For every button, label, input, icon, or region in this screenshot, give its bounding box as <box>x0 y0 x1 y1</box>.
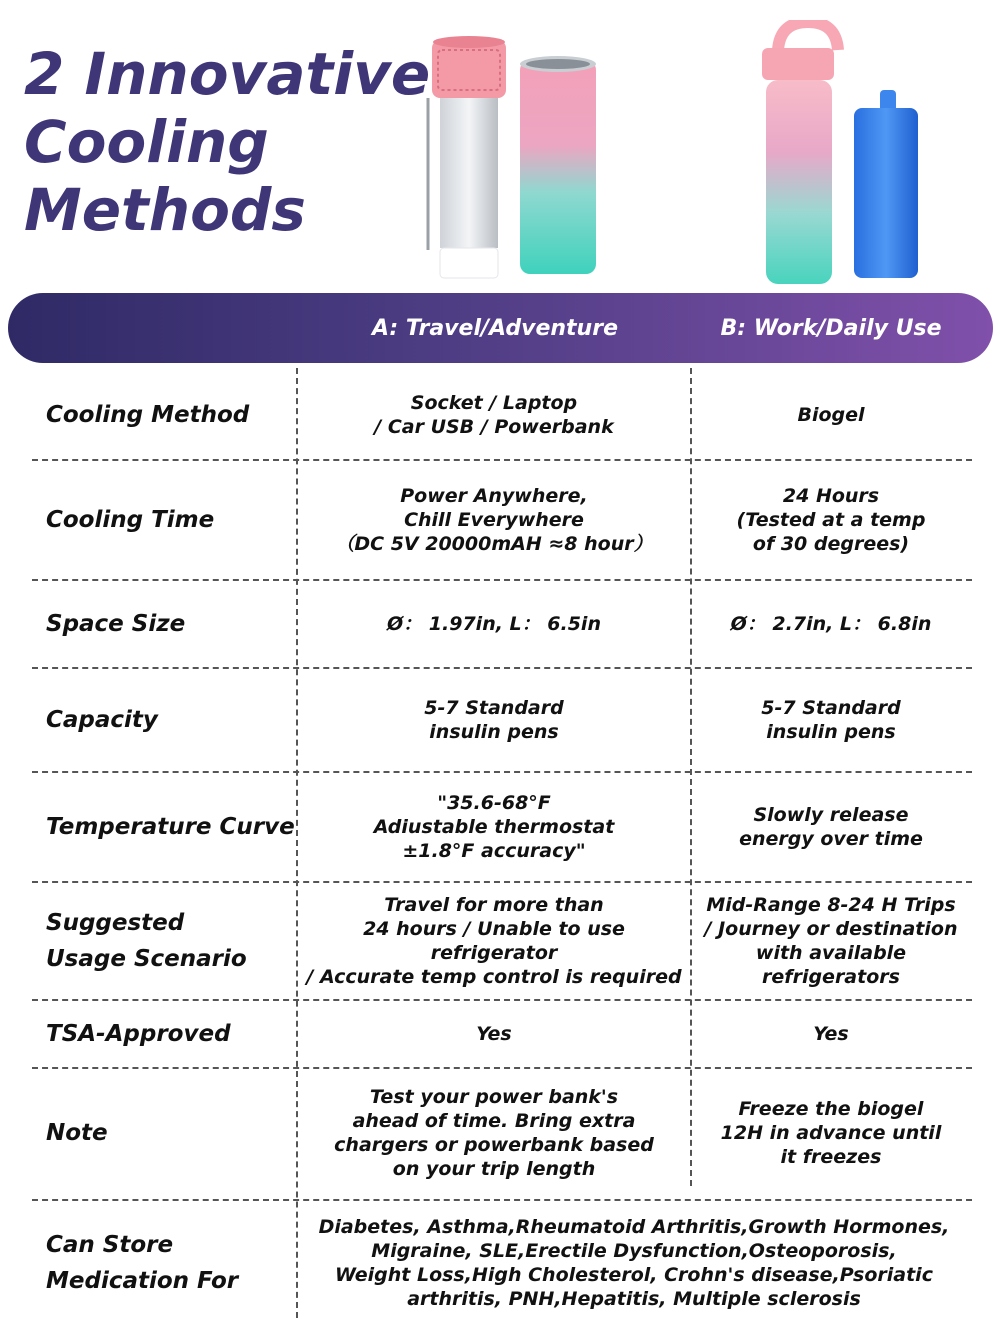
value-line: Weight Loss,High Cholesterol, Crohn's disease,Psoriatic <box>335 1263 933 1286</box>
row-divider <box>32 999 972 1001</box>
value-line: / Car USB / Powerbank <box>374 416 614 438</box>
label-line: Temperature Curve <box>46 814 295 840</box>
col-b-value <box>692 460 970 580</box>
col-a-value <box>298 460 690 580</box>
value-line: Travel for more than <box>384 894 604 916</box>
col-a-value <box>298 580 690 668</box>
row-divider <box>32 881 972 883</box>
row-divider <box>32 459 972 461</box>
value-line: chargers or powerbank based <box>334 1134 654 1156</box>
label-line: Cooling Time <box>46 507 215 533</box>
col-a-value <box>298 370 690 460</box>
value-line: arthritis, PNH,Hepatitis, Multiple sclerosis <box>407 1287 861 1310</box>
label-line: Medication For <box>46 1267 239 1294</box>
row-label <box>46 460 296 580</box>
value-line: on your trip length <box>392 1158 596 1180</box>
value-line: Test your power bank's <box>369 1086 619 1108</box>
value-line: Ø： 2.7in, L： 6.8in <box>730 613 932 635</box>
title-line-3: Methods <box>24 176 306 244</box>
bottle-case-image <box>520 56 596 274</box>
value-line: Ø： 1.97in, L： 6.5in <box>387 613 601 635</box>
label-line: Cooling Method <box>46 402 250 428</box>
value-line: Freeze the biogel <box>738 1098 924 1120</box>
comparison-header-bar <box>8 293 993 363</box>
row-label <box>46 668 296 772</box>
col-a-value <box>298 1068 690 1198</box>
row-divider <box>32 1067 972 1069</box>
value-line: ahead of time. Bring extra <box>352 1110 636 1132</box>
col-b-value <box>692 882 970 1000</box>
value-line: 5-7 Standard <box>424 697 564 719</box>
value-line: insulin pens <box>766 721 896 743</box>
row-cooling-time <box>0 460 1000 580</box>
biogel-ice-pack-image <box>854 90 918 278</box>
col-b-value <box>692 370 970 460</box>
value-line: Diabetes, Asthma,Rheumatoid Arthritis,Growth Hormones, <box>318 1215 950 1238</box>
value-line: "35.6-68°F <box>437 792 551 814</box>
col-a-value <box>298 668 690 772</box>
row-label <box>46 772 296 882</box>
header-col-a: A: Travel/Adventure <box>372 316 618 341</box>
value-line: 12H in advance until <box>720 1122 942 1144</box>
label-line: TSA-Approved <box>46 1021 231 1047</box>
value-line: Yes <box>476 1023 512 1045</box>
row-capacity <box>0 668 1000 772</box>
value-line: insulin pens <box>429 721 559 743</box>
value-line: Slowly release <box>753 804 909 826</box>
value-line: energy over time <box>739 828 923 850</box>
value-line: (Tested at a temp <box>736 509 926 531</box>
row-divider <box>32 667 972 669</box>
row-divider <box>32 771 972 773</box>
product-images <box>410 20 950 295</box>
label-line: Capacity <box>46 707 158 733</box>
usb-cooler-case-image <box>428 36 506 278</box>
value-line: ±1.8°F accuracy" <box>402 840 586 862</box>
col-a-value <box>298 772 690 882</box>
row-divider <box>32 1199 972 1201</box>
value-line: 24 Hours <box>782 485 880 507</box>
value-line: Chill Everywhere <box>404 509 584 531</box>
header-col-b: B: Work/Daily Use <box>720 316 942 341</box>
column-divider <box>296 368 298 1318</box>
title-line-1: 2 Innovative <box>24 40 431 108</box>
label-line: Can Store <box>46 1231 174 1258</box>
value-line: 24 hours / Unable to use refrigerator <box>363 918 625 964</box>
value-line: it freezes <box>780 1146 882 1168</box>
col-a-value <box>298 1000 690 1068</box>
value-line: Socket / Laptop <box>410 392 578 414</box>
label-line: Suggested <box>46 910 185 936</box>
row-label <box>46 370 296 460</box>
title-line-2: Cooling <box>24 108 269 176</box>
label-line: Note <box>46 1120 108 1146</box>
row-divider <box>32 579 972 581</box>
row-tsa-approved <box>0 1000 1000 1068</box>
row-label <box>46 882 296 1000</box>
column-divider <box>690 368 692 1186</box>
value-line: Mid-Range 8-24 H Trips <box>706 894 956 916</box>
value-line: with available refrigerators <box>755 942 907 988</box>
col-b-value <box>692 772 970 882</box>
col-b-value <box>692 668 970 772</box>
label-line: Usage Scenario <box>46 946 247 972</box>
medication-list <box>298 1200 970 1325</box>
value-line: Adiustable thermostat <box>373 816 615 838</box>
col-a-value <box>298 882 690 1000</box>
row-note <box>0 1068 1000 1198</box>
value-line: Yes <box>813 1023 849 1045</box>
row-medication <box>0 1200 1000 1325</box>
value-line: Migraine, SLE,Erectile Dysfunction,Osteoporosis, <box>371 1239 897 1262</box>
biogel-bottle-image <box>762 22 838 284</box>
row-cooling-method <box>0 370 1000 460</box>
value-line: 5-7 Standard <box>761 697 901 719</box>
col-b-value <box>692 1000 970 1068</box>
row-space-size <box>0 580 1000 668</box>
page-title <box>24 40 430 244</box>
row-label <box>46 1068 296 1198</box>
value-line: （DC 5V 20000mAH ≈8 hour） <box>335 533 653 555</box>
row-label <box>46 1200 296 1325</box>
row-usage-scenario <box>0 882 1000 1000</box>
value-line: Biogel <box>797 404 865 426</box>
col-b-value <box>692 580 970 668</box>
value-line: Power Anywhere, <box>400 485 588 507</box>
row-label <box>46 580 296 668</box>
value-line: / Journey or destination <box>704 918 958 940</box>
label-line: Space Size <box>46 611 186 637</box>
value-line: / Accurate temp control is required <box>306 966 682 988</box>
value-line: of 30 degrees) <box>752 533 910 555</box>
col-b-value <box>692 1068 970 1198</box>
row-label <box>46 1000 296 1068</box>
row-temperature-curve <box>0 772 1000 882</box>
